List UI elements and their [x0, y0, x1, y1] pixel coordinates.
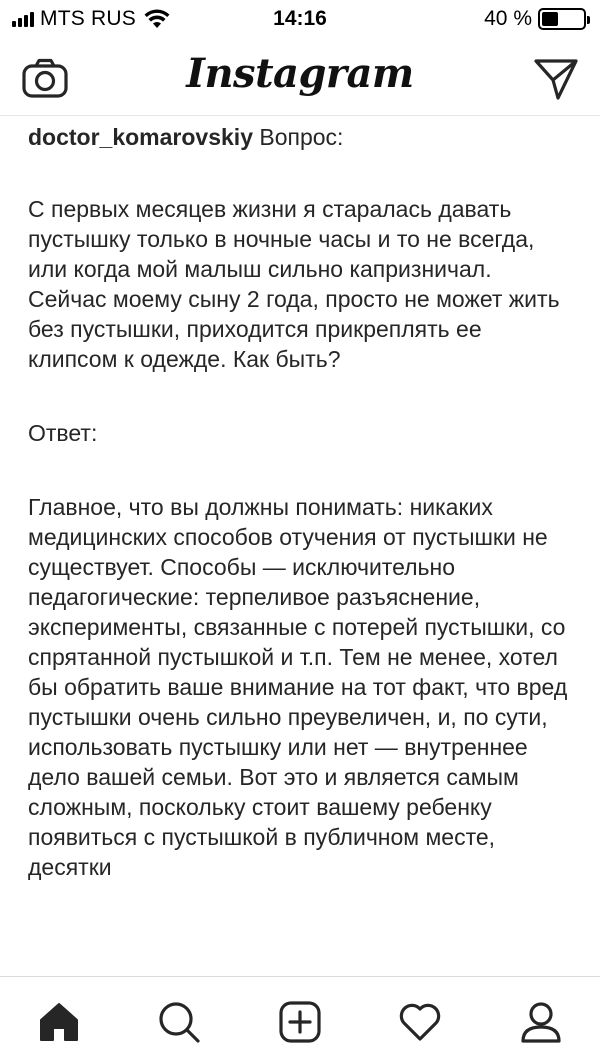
carrier-name: MTS RUS	[40, 7, 136, 30]
search-icon	[157, 1000, 201, 1044]
status-right	[484, 7, 586, 31]
caption-start: Вопрос:	[259, 124, 344, 150]
instagram-logo: Instagram	[186, 50, 414, 97]
answer-label: Ответ:	[28, 420, 98, 446]
add-post-icon	[278, 1000, 322, 1044]
bottom-tab-bar	[0, 976, 600, 1063]
post-caption	[0, 116, 600, 976]
tab-home[interactable]	[34, 997, 84, 1047]
home-icon	[37, 1000, 81, 1044]
profile-icon	[519, 1000, 563, 1044]
heart-icon	[398, 1000, 442, 1044]
tab-activity[interactable]	[395, 997, 445, 1047]
direct-send-icon[interactable]	[534, 58, 578, 100]
caption-header	[28, 122, 572, 152]
app-header	[0, 40, 600, 116]
status-bar	[0, 0, 600, 40]
tab-profile[interactable]	[516, 997, 566, 1047]
battery-icon	[538, 8, 586, 30]
tab-search[interactable]	[154, 997, 204, 1047]
status-time: 14:16	[273, 7, 327, 30]
battery-percent: 40 %	[484, 7, 532, 30]
battery-fill	[542, 12, 558, 26]
question-text: С первых месяцев жизни я старалась давать пустышку только в ночные часы и то не всегда, или когда мой малыш сильно капризничал. Сейчас моему сыну 2 года, просто не может жить без пустышки, приходится прикреплять ее клипсом к одежде. Как быть?	[28, 196, 560, 372]
tab-add-post[interactable]	[275, 997, 325, 1047]
username-link[interactable]: doctor_komarovskiy	[28, 124, 253, 150]
answer-text: Главное, что вы должны понимать: никаких медицинских способов отучения от пустышки не существует. Способы — исключительно педагогические: терпеливое разъяснение, эксперименты, связанные с потерей пустышки, со спрятанной пустышкой и т.п. Тем не менее, хотел бы обратить ваше внимание на тот факт, что вред пустышки очень сильно преувеличен, и, по сути, использовать пустышку или нет — внутреннее дело вашей семьи. Вот это и является самым сложным, поскольку стоит вашему ребенку появиться с пустышкой в публичном месте, десятки	[28, 494, 568, 880]
